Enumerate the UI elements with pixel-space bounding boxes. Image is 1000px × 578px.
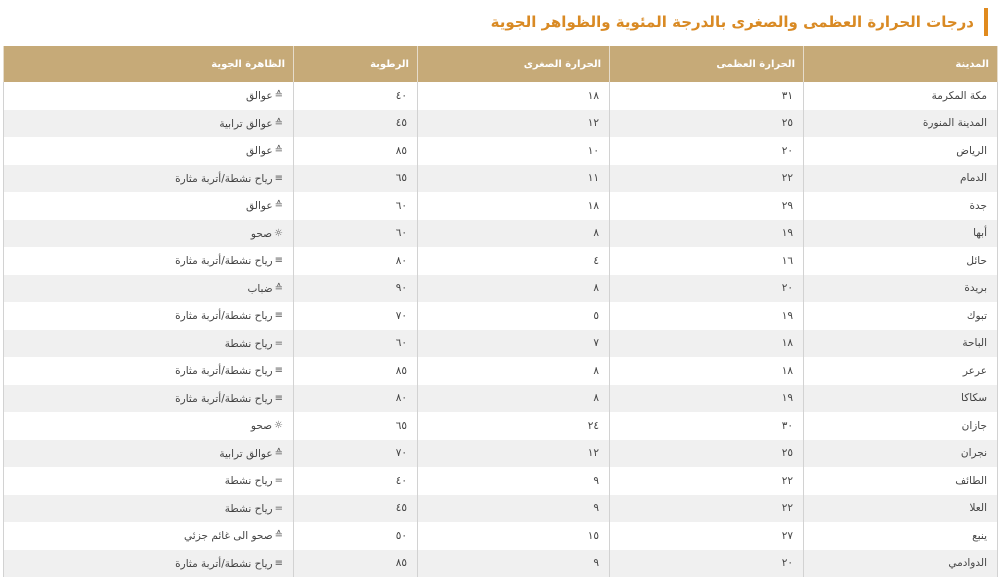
phenomenon-wrap	[251, 420, 283, 432]
cell-max-temp: ٢٢	[610, 467, 804, 495]
table-row	[4, 440, 998, 468]
table-body	[4, 82, 998, 577]
cell-humidity: ٦٠	[294, 330, 418, 358]
phenomenon-label: رياح نشطة	[224, 475, 273, 488]
title-accent-bar	[984, 8, 988, 36]
cell-min-temp: ٩	[418, 550, 610, 578]
cell-phenomenon	[4, 165, 294, 193]
partly-cloudy-icon: ≙	[274, 530, 283, 542]
table-row	[4, 247, 998, 275]
cell-max-temp: ٢٥	[610, 440, 804, 468]
wind-icon: ≡	[274, 172, 283, 184]
cell-max-temp: ٢٢	[610, 495, 804, 523]
table-row	[4, 137, 998, 165]
cell-min-temp: ٨	[418, 220, 610, 248]
wind-icon: ≡	[274, 392, 283, 404]
cell-phenomenon	[4, 247, 294, 275]
table-row	[4, 467, 998, 495]
cell-min-temp: ١٥	[418, 522, 610, 550]
cell-humidity: ٦٥	[294, 165, 418, 193]
cell-city: الباحة	[804, 330, 998, 358]
phenomenon-label: رياح نشطة	[224, 502, 273, 515]
phenomenon-label: صحو	[250, 420, 273, 433]
cell-phenomenon	[4, 385, 294, 413]
phenomenon-wrap	[175, 255, 283, 267]
phenomenon-wrap	[246, 200, 283, 212]
phenomenon-wrap	[175, 558, 283, 570]
cell-min-temp: ١٢	[418, 110, 610, 138]
cell-max-temp: ٣٠	[610, 412, 804, 440]
cell-city: أبها	[804, 220, 998, 248]
wind-icon: =	[274, 337, 283, 349]
cell-humidity: ٤٠	[294, 82, 418, 110]
cell-max-temp: ١٨	[610, 330, 804, 358]
cell-humidity: ٨٠	[294, 247, 418, 275]
wind-icon: =	[274, 502, 283, 514]
cell-phenomenon	[4, 467, 294, 495]
cell-min-temp: ٨	[418, 385, 610, 413]
table-row	[4, 82, 998, 110]
cell-city: مكة المكرمة	[804, 82, 998, 110]
wind-icon: ≡	[274, 310, 283, 322]
cell-max-temp: ٢٠	[610, 550, 804, 578]
cell-max-temp: ٣١	[610, 82, 804, 110]
cell-phenomenon	[4, 192, 294, 220]
cell-max-temp: ٢٢	[610, 165, 804, 193]
cell-phenomenon	[4, 82, 294, 110]
cell-phenomenon	[4, 110, 294, 138]
sun-icon: ☼	[274, 420, 283, 432]
table-row	[4, 357, 998, 385]
fog-icon: ≙	[274, 282, 283, 294]
phenomenon-wrap	[175, 173, 283, 185]
cell-max-temp: ١٦	[610, 247, 804, 275]
cell-city: الدمام	[804, 165, 998, 193]
cell-humidity: ٧٠	[294, 440, 418, 468]
table-row	[4, 275, 998, 303]
cell-min-temp: ١١	[418, 165, 610, 193]
cell-max-temp: ٢٩	[610, 192, 804, 220]
phenomenon-wrap	[219, 118, 283, 130]
table-row	[4, 192, 998, 220]
cell-min-temp: ٤	[418, 247, 610, 275]
cell-max-temp: ٢٥	[610, 110, 804, 138]
cell-max-temp: ٢٧	[610, 522, 804, 550]
cell-max-temp: ١٩	[610, 220, 804, 248]
cell-min-temp: ٢٤	[418, 412, 610, 440]
cell-humidity: ٤٥	[294, 110, 418, 138]
phenomenon-label: صحو الى غائم جزئي	[184, 530, 273, 543]
wind-icon: ≡	[274, 557, 283, 569]
cell-phenomenon	[4, 522, 294, 550]
dust-icon: ≙	[274, 117, 283, 129]
phenomenon-label: رياح نشطة/أتربة مثارة	[175, 255, 273, 268]
weather-table	[3, 46, 998, 577]
section-header	[491, 8, 988, 36]
cell-city: بريدة	[804, 275, 998, 303]
phenomenon-label: رياح نشطة/أتربة مثارة	[175, 392, 273, 405]
cell-city: الرياض	[804, 137, 998, 165]
table-row	[4, 522, 998, 550]
cell-city: عرعر	[804, 357, 998, 385]
cell-humidity: ٤٥	[294, 495, 418, 523]
phenomenon-wrap	[184, 530, 283, 542]
cell-city: جدة	[804, 192, 998, 220]
cell-city: نجران	[804, 440, 998, 468]
cell-city: تبوك	[804, 302, 998, 330]
table-header-row	[4, 46, 998, 82]
cell-max-temp: ١٩	[610, 385, 804, 413]
cell-max-temp: ٢٠	[610, 275, 804, 303]
phenomenon-wrap	[175, 393, 283, 405]
cell-city: الدوادمي	[804, 550, 998, 578]
cell-city: المدينة المنورة	[804, 110, 998, 138]
cell-phenomenon	[4, 220, 294, 248]
cell-phenomenon	[4, 275, 294, 303]
table-row	[4, 110, 998, 138]
cell-humidity: ٤٠	[294, 467, 418, 495]
cell-humidity: ٦٥	[294, 412, 418, 440]
table-row	[4, 302, 998, 330]
phenomenon-label: عوالق	[246, 200, 273, 213]
phenomenon-label: عوالق ترابية	[219, 447, 273, 460]
cell-phenomenon	[4, 495, 294, 523]
cell-city: الطائف	[804, 467, 998, 495]
page-title: درجات الحرارة العظمى والصغرى بالدرجة المئوية والظواهر الجوية	[490, 13, 974, 31]
wind-icon: ≡	[274, 365, 283, 377]
cell-phenomenon	[4, 357, 294, 385]
phenomenon-wrap	[246, 145, 283, 157]
dust-icon: ≙	[274, 447, 283, 459]
dust-icon: ≙	[274, 145, 283, 157]
cell-humidity: ٩٠	[294, 275, 418, 303]
cell-humidity: ٨٠	[294, 385, 418, 413]
cell-humidity: ٥٠	[294, 522, 418, 550]
cell-phenomenon	[4, 440, 294, 468]
cell-max-temp: ١٩	[610, 302, 804, 330]
cell-min-temp: ٥	[418, 302, 610, 330]
header-max-temp: الحرارة العظمى	[610, 46, 804, 82]
table-row	[4, 220, 998, 248]
sun-icon: ☼	[274, 227, 283, 239]
cell-phenomenon	[4, 330, 294, 358]
wind-icon: =	[274, 475, 283, 487]
cell-min-temp: ١٨	[418, 82, 610, 110]
phenomenon-label: رياح نشطة/أتربة مثارة	[175, 557, 273, 570]
phenomenon-label: عوالق	[246, 145, 273, 158]
phenomenon-wrap	[175, 310, 283, 322]
cell-city: ينبع	[804, 522, 998, 550]
header-min-temp: الحرارة الصغرى	[418, 46, 610, 82]
phenomenon-wrap	[219, 448, 283, 460]
cell-humidity: ٧٠	[294, 302, 418, 330]
phenomenon-wrap	[246, 90, 283, 102]
phenomenon-wrap	[175, 365, 283, 377]
cell-min-temp: ٧	[418, 330, 610, 358]
cell-min-temp: ٨	[418, 357, 610, 385]
table-row	[4, 550, 998, 578]
cell-humidity: ٦٠	[294, 192, 418, 220]
cell-city: جازان	[804, 412, 998, 440]
cell-phenomenon	[4, 550, 294, 578]
cell-humidity: ٨٥	[294, 137, 418, 165]
cell-max-temp: ٢٠	[610, 137, 804, 165]
header-city: المدينة	[804, 46, 998, 82]
cell-max-temp: ١٨	[610, 357, 804, 385]
cell-phenomenon	[4, 412, 294, 440]
header-humidity: الرطوبة	[294, 46, 418, 82]
phenomenon-label: عوالق ترابية	[219, 117, 273, 130]
phenomenon-label: رياح نشطة/أتربة مثارة	[175, 172, 273, 185]
cell-min-temp: ٩	[418, 495, 610, 523]
cell-phenomenon	[4, 137, 294, 165]
wind-icon: ≡	[274, 255, 283, 267]
phenomenon-wrap	[225, 503, 283, 515]
table-row	[4, 385, 998, 413]
cell-city: سكاكا	[804, 385, 998, 413]
cell-city: حائل	[804, 247, 998, 275]
cell-min-temp: ١٨	[418, 192, 610, 220]
cell-humidity: ٨٥	[294, 357, 418, 385]
table-row	[4, 165, 998, 193]
phenomenon-label: رياح نشطة/أتربة مثارة	[175, 365, 273, 378]
cell-min-temp: ١٠	[418, 137, 610, 165]
table-row	[4, 495, 998, 523]
phenomenon-label: رياح نشطة	[224, 337, 273, 350]
phenomenon-wrap	[251, 228, 283, 240]
cell-humidity: ٦٠	[294, 220, 418, 248]
dust-icon: ≙	[274, 90, 283, 102]
phenomenon-wrap	[247, 283, 283, 295]
phenomenon-label: صحو	[250, 227, 273, 240]
phenomenon-label: رياح نشطة/أتربة مثارة	[175, 310, 273, 323]
cell-city: العلا	[804, 495, 998, 523]
table-row	[4, 330, 998, 358]
cell-min-temp: ٨	[418, 275, 610, 303]
dust-icon: ≙	[274, 200, 283, 212]
header-phenomenon: الظاهرة الجوية	[4, 46, 294, 82]
cell-phenomenon	[4, 302, 294, 330]
phenomenon-label: عوالق	[246, 90, 273, 103]
cell-humidity: ٨٥	[294, 550, 418, 578]
phenomenon-label: ضباب	[247, 282, 273, 295]
table-row	[4, 412, 998, 440]
cell-min-temp: ١٢	[418, 440, 610, 468]
phenomenon-wrap	[225, 475, 283, 487]
cell-min-temp: ٩	[418, 467, 610, 495]
phenomenon-wrap	[225, 338, 283, 350]
